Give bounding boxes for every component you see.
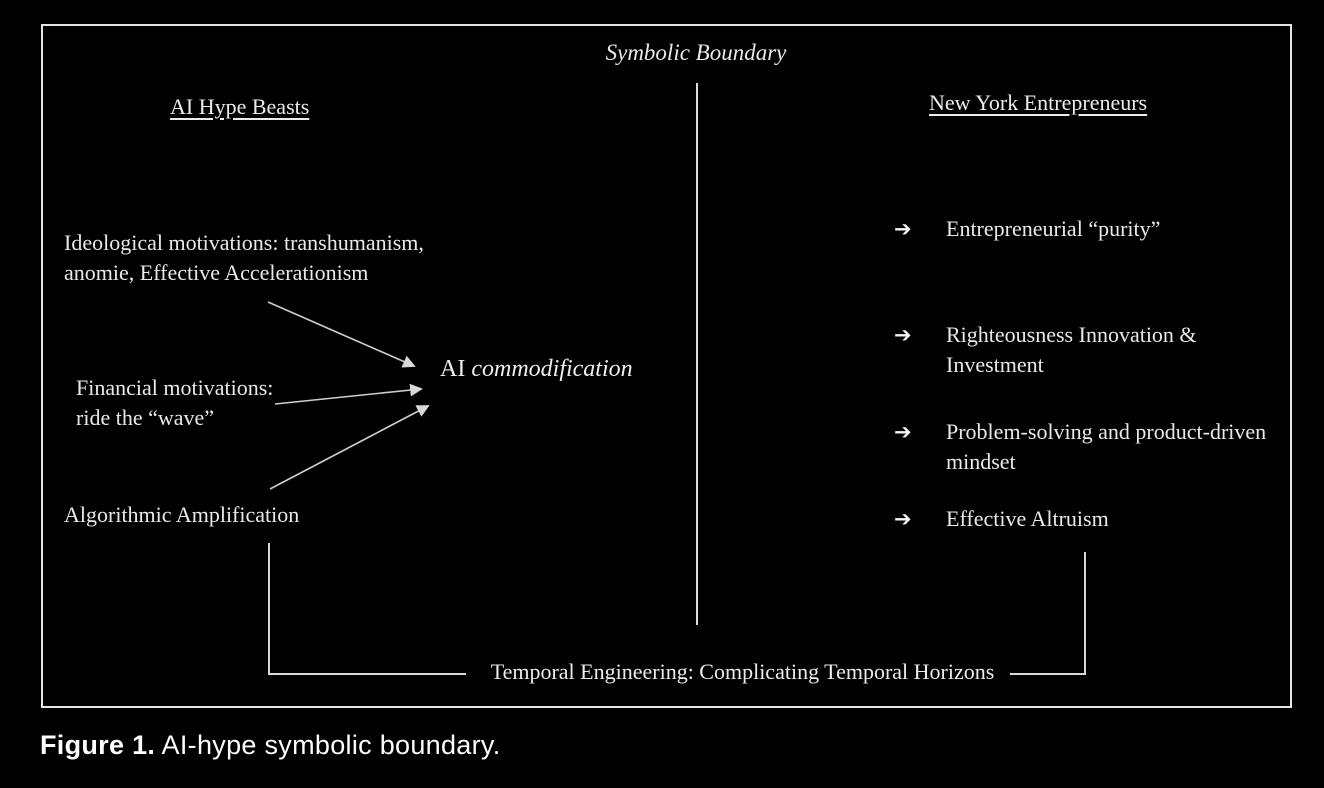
temporal-connector-left-vertical xyxy=(268,543,270,675)
text-line: Financial motivations: xyxy=(76,375,274,400)
figure-caption-number: Figure 1. xyxy=(40,730,156,760)
left-item-ideological-motivations xyxy=(64,228,494,288)
right-item-text xyxy=(946,320,1286,380)
temporal-connector-right-horizontal xyxy=(1010,673,1086,675)
text-line: ride the “wave” xyxy=(76,405,215,430)
right-item-text xyxy=(946,417,1286,477)
text-line: Ideological motivations: transhumanism, xyxy=(64,230,424,255)
temporal-engineering-label: Temporal Engineering: Complicating Temporal Horizons xyxy=(490,659,995,684)
right-column-header: New York Entrepreneurs xyxy=(929,90,1148,115)
text-line: Effective Altruism xyxy=(946,506,1109,531)
text-line: Righteousness Innovation & xyxy=(946,322,1197,347)
left-item-financial-motivations xyxy=(76,373,376,433)
ai-commodification-node xyxy=(440,356,633,383)
figure-title: Symbolic Boundary xyxy=(605,40,787,65)
right-item-text xyxy=(946,504,1286,534)
figure-caption-text: AI-hype symbolic boundary. xyxy=(155,730,501,760)
text-line: anomie, Effective Accelerationism xyxy=(64,260,369,285)
right-arrow-icon: ➔ xyxy=(894,420,912,444)
text-line: Investment xyxy=(946,352,1044,377)
right-arrow-icon: ➔ xyxy=(894,217,912,241)
ai-node-italic-word: commodification xyxy=(471,356,633,382)
right-item-effective-altruism xyxy=(894,504,1286,534)
figure-caption xyxy=(40,730,940,761)
left-item-algorithmic-amplification xyxy=(64,500,384,530)
temporal-connector-right-vertical xyxy=(1084,552,1086,675)
right-item-problem-solving-mindset xyxy=(894,417,1286,477)
text-line: Algorithmic Amplification xyxy=(64,502,300,527)
symbolic-boundary-divider-line xyxy=(696,83,698,625)
ai-node-prefix: AI xyxy=(440,356,472,382)
text-line: Entrepreneurial “purity” xyxy=(946,216,1161,241)
temporal-connector-left-horizontal xyxy=(268,673,466,675)
left-column-header: AI Hype Beasts xyxy=(170,94,310,119)
right-item-righteousness-innovation xyxy=(894,320,1286,380)
right-arrow-icon: ➔ xyxy=(894,323,912,347)
right-arrow-icon: ➔ xyxy=(894,507,912,531)
text-line: mindset xyxy=(946,449,1016,474)
text-line: Problem-solving and product-driven xyxy=(946,419,1267,444)
right-item-entrepreneurial-purity xyxy=(894,214,1286,244)
right-item-text xyxy=(946,214,1286,244)
